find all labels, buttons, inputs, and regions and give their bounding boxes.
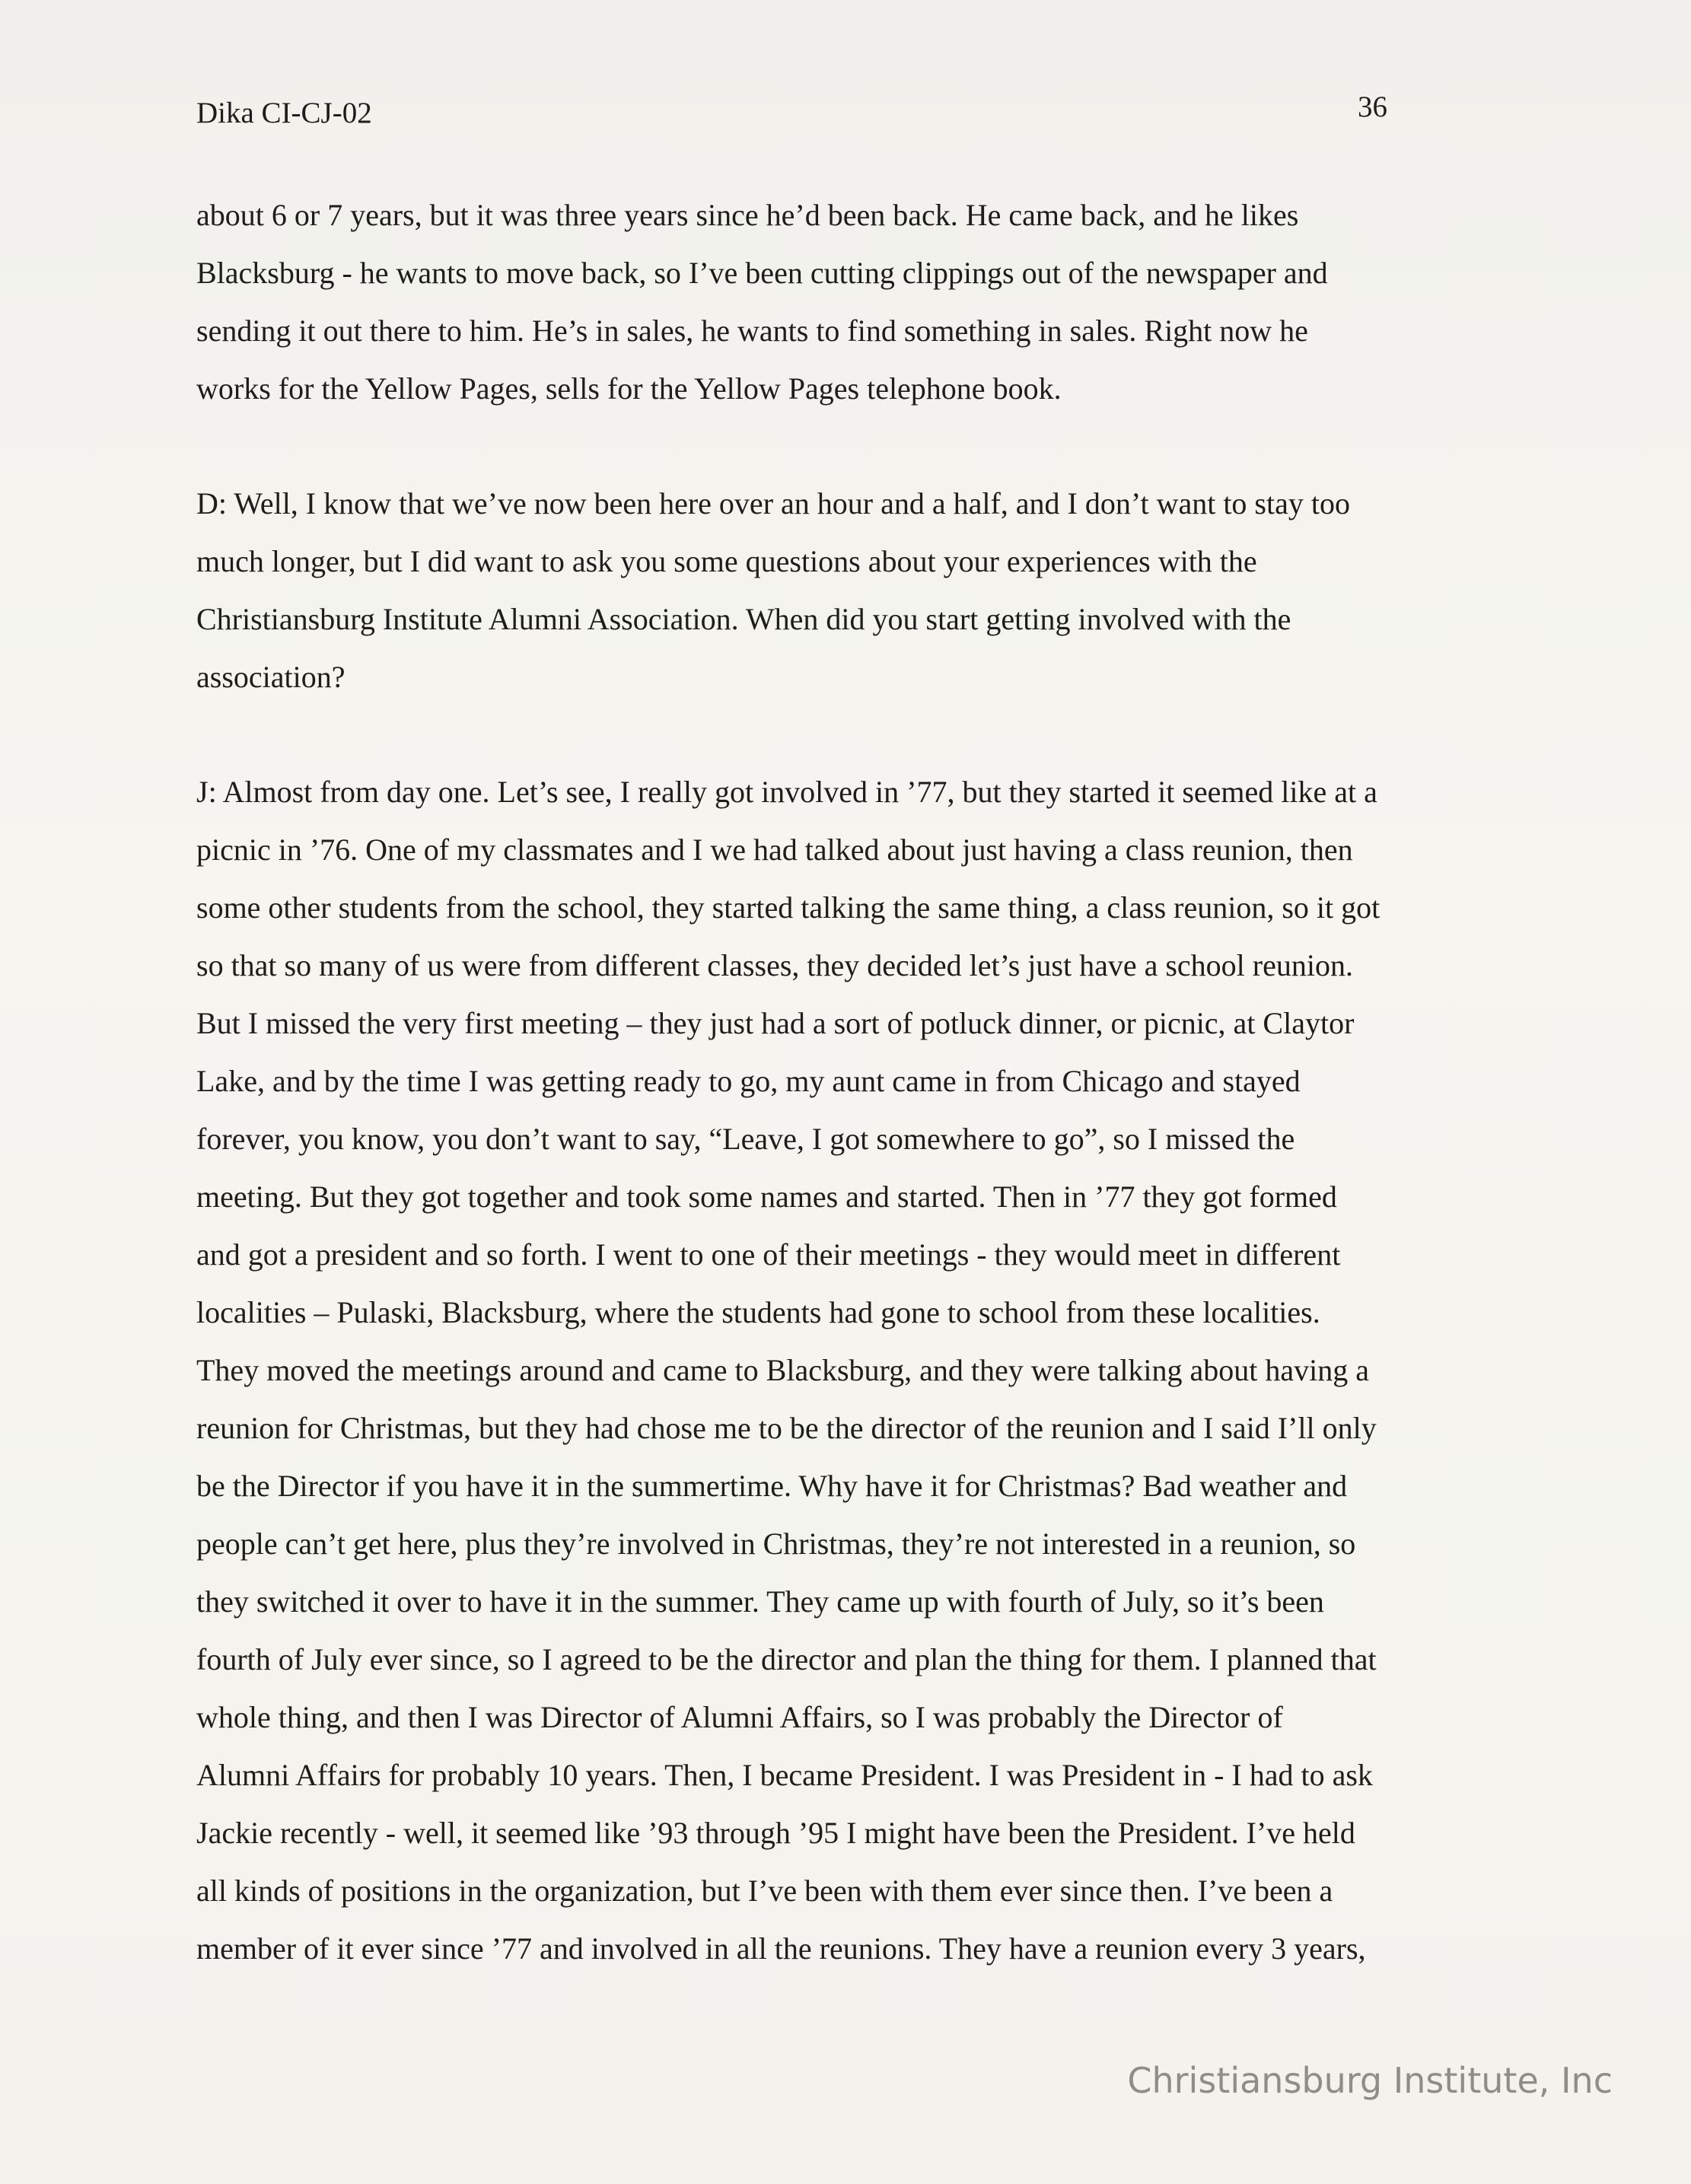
- transcript-body: [196, 186, 1505, 1978]
- text-line: sending it out there to him. He’s in sales, he wants to find something in sales. Right now he: [196, 314, 1308, 348]
- watermark-text: Christiansburg Institute, Inc: [1127, 2060, 1613, 2101]
- text-line: association?: [196, 660, 346, 694]
- page-number: 36: [1358, 91, 1387, 123]
- text-line: Alumni Affairs for probably 10 years. Then, I became President. I was President in - I had to ask: [196, 1758, 1373, 1792]
- text-line: some other students from the school, they started talking the same thing, a class reunion, so it got: [196, 890, 1381, 925]
- text-line: Jackie recently - well, it seemed like ’93 through ’95 I might have been the President. I’ve held: [196, 1816, 1355, 1850]
- paragraph: [196, 475, 1505, 706]
- text-line: all kinds of positions in the organization, but I’ve been with them ever since then. I’ve been a: [196, 1874, 1333, 1908]
- paragraph-gap: [196, 418, 1505, 475]
- text-line: about 6 or 7 years, but it was three years since he’d been back. He came back, and he likes: [196, 198, 1299, 232]
- text-line: whole thing, and then I was Director of Alumni Affairs, so I was probably the Director of: [196, 1700, 1283, 1734]
- text-line: picnic in ’76. One of my classmates and I we had talked about just having a class reunion, then: [196, 833, 1353, 867]
- text-line: But I missed the very first meeting – they just had a sort of potluck dinner, or picnic, at Claytor: [196, 1006, 1355, 1040]
- text-line: fourth of July ever since, so I agreed to be the director and plan the thing for them. I planned that: [196, 1642, 1377, 1676]
- text-line: meeting. But they got together and took some names and started. Then in ’77 they got formed: [196, 1180, 1337, 1214]
- text-line: They moved the meetings around and came to Blacksburg, and they were talking about having a: [196, 1353, 1370, 1387]
- text-line: they switched it over to have it in the summer. They came up with fourth of July, so it’s been: [196, 1584, 1324, 1619]
- text-line: and got a president and so forth. I went to one of their meetings - they would meet in different: [196, 1237, 1341, 1272]
- text-line: Christiansburg Institute Alumni Association. When did you start getting involved with the: [196, 602, 1291, 636]
- text-line: localities – Pulaski, Blacksburg, where the students had gone to school from these localities.: [196, 1295, 1320, 1329]
- text-line: Blacksburg - he wants to move back, so I’ve been cutting clippings out of the newspaper and: [196, 256, 1328, 290]
- text-line: forever, you know, you don’t want to say, “Leave, I got somewhere to go”, so I missed the: [196, 1122, 1295, 1156]
- paragraph: [196, 763, 1505, 1978]
- paragraph-gap: [196, 706, 1505, 763]
- text-line: Lake, and by the time I was getting ready to go, my aunt came in from Chicago and stayed: [196, 1064, 1301, 1098]
- text-line: be the Director if you have it in the summertime. Why have it for Christmas? Bad weather and: [196, 1469, 1348, 1503]
- text-line: D: Well, I know that we’ve now been here over an hour and a half, and I don’t want to stay too: [196, 486, 1350, 521]
- text-line: reunion for Christmas, but they had chose me to be the director of the reunion and I said I’ll only: [196, 1411, 1377, 1445]
- header-document-id: Dika CI-CJ-02: [196, 97, 372, 129]
- text-line: J: Almost from day one. Let’s see, I really got involved in ’77, but they started it seemed like at a: [196, 775, 1377, 809]
- text-line: much longer, but I did want to ask you some questions about your experiences with the: [196, 544, 1257, 578]
- text-line: works for the Yellow Pages, sells for the Yellow Pages telephone book.: [196, 371, 1062, 406]
- text-line: so that so many of us were from different classes, they decided let’s just have a school reunion.: [196, 948, 1353, 982]
- text-line: member of it ever since ’77 and involved in all the reunions. They have a reunion every 3 years,: [196, 1931, 1366, 1966]
- paragraph: [196, 186, 1505, 418]
- text-line: people can’t get here, plus they’re involved in Christmas, they’re not interested in a reunion, so: [196, 1527, 1356, 1561]
